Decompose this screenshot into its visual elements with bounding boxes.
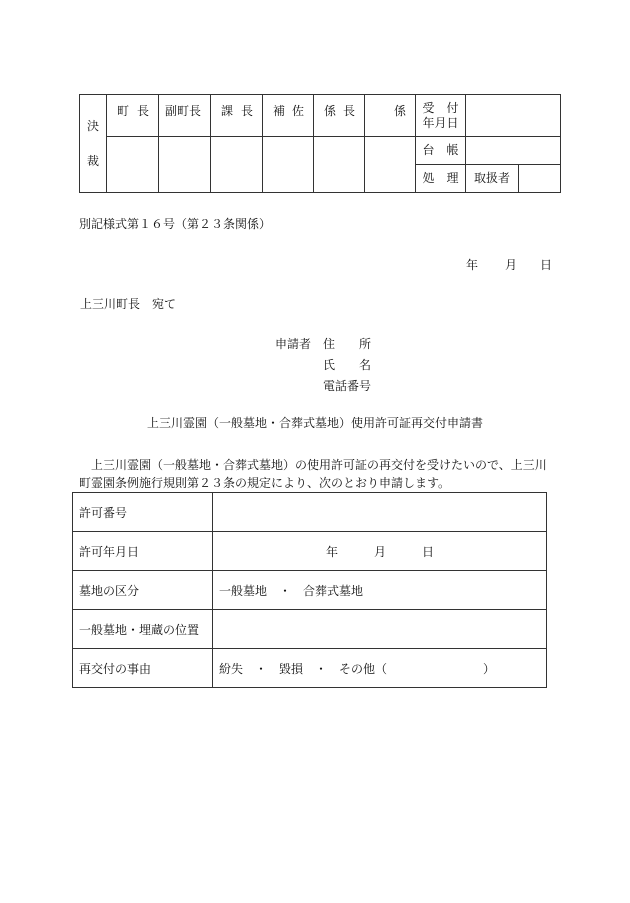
role-mayor-b: 長 [136, 104, 149, 118]
stamp-section-chief[interactable] [211, 137, 263, 193]
toriatsukai-label: 取扱者 [466, 165, 519, 193]
table-row [73, 649, 547, 688]
table-row [73, 571, 547, 610]
approval-table [79, 94, 561, 193]
page-title: 上三川霊園（一般墓地・合葬式墓地）使用許可証再交付申請書 [147, 416, 484, 430]
role-assistant [263, 95, 314, 137]
role-section-chief-a: 課 [221, 104, 234, 118]
role-assistant-a: 補 [273, 104, 286, 118]
table-row [73, 493, 547, 532]
applicant-address-label: 住 所 [323, 337, 372, 351]
reissue-reason-label: 再交付の事由 [73, 649, 213, 688]
burial-location-field[interactable] [213, 610, 547, 649]
role-vice-mayor-label: 副町長 [165, 104, 202, 118]
reissue-reason-field[interactable]: 紛失 ・ 毀損 ・ その他（ ） [213, 649, 547, 688]
kessai-label-2: 裁 [86, 153, 99, 168]
uketsuke-label-cell [416, 95, 466, 137]
role-mayor [107, 95, 159, 137]
applicant-phone-label: 電話番号 [323, 379, 372, 393]
role-mayor-a: 町 [117, 104, 130, 118]
date-day: 日 [540, 258, 553, 272]
stamp-subsection-chief[interactable] [314, 137, 365, 193]
toriatsukai-field[interactable] [519, 165, 561, 193]
permit-number-field[interactable] [213, 493, 547, 532]
cemetery-type-field[interactable]: 一般墓地 ・ 合葬式墓地 [213, 571, 547, 610]
applicant-label: 申請者 [275, 337, 312, 351]
stamp-vice-mayor[interactable] [159, 137, 211, 193]
daicho-label: 台 帳 [416, 137, 466, 165]
uketsuke-label-2: 年月日 [422, 115, 459, 130]
permit-date-field[interactable] [213, 532, 547, 571]
application-table [72, 492, 547, 688]
permit-date-value: 年 月 日 [326, 544, 435, 559]
permit-date-label: 許可年月日 [73, 532, 213, 571]
role-vice-mayor [159, 95, 211, 137]
stamp-mayor[interactable] [107, 137, 159, 193]
role-section-chief-b: 長 [240, 104, 253, 118]
shori-label: 処 理 [416, 165, 466, 193]
kessai-cell [80, 95, 107, 193]
date-month: 月 [505, 258, 518, 272]
role-subsection-chief [314, 95, 365, 137]
uketsuke-label-1: 受 付 [422, 100, 459, 115]
body-line-1: 上三川霊園（一般墓地・合葬式墓地）の使用許可証の再交付を受けたいので、上三川 [79, 458, 547, 472]
permit-number-label: 許可番号 [73, 493, 213, 532]
form-number: 別記様式第１６号（第２３条関係） [79, 217, 272, 231]
role-staff-label: 係 [393, 104, 406, 118]
applicant-name-label: 氏 名 [323, 358, 372, 372]
table-row [73, 610, 547, 649]
cemetery-type-label: 墓地の区分 [73, 571, 213, 610]
date-year: 年 [466, 258, 479, 272]
role-subsection-chief-b: 長 [342, 104, 355, 118]
daicho-field[interactable] [466, 137, 561, 165]
role-assistant-b: 佐 [291, 104, 304, 118]
burial-location-label: 一般墓地・埋蔵の位置 [73, 610, 213, 649]
stamp-assistant[interactable] [263, 137, 314, 193]
role-staff [365, 95, 416, 137]
table-row [73, 532, 547, 571]
role-subsection-chief-a: 係 [324, 104, 337, 118]
addressee: 上三川町長 宛て [80, 297, 177, 311]
role-section-chief [211, 95, 263, 137]
kessai-label-1: 決 [86, 118, 99, 133]
stamp-staff[interactable] [365, 137, 416, 193]
body-line-2: 町霊園条例施行規則第２３条の規定により、次のとおり申請します。 [79, 476, 451, 490]
uketsuke-date-field[interactable] [466, 95, 561, 137]
